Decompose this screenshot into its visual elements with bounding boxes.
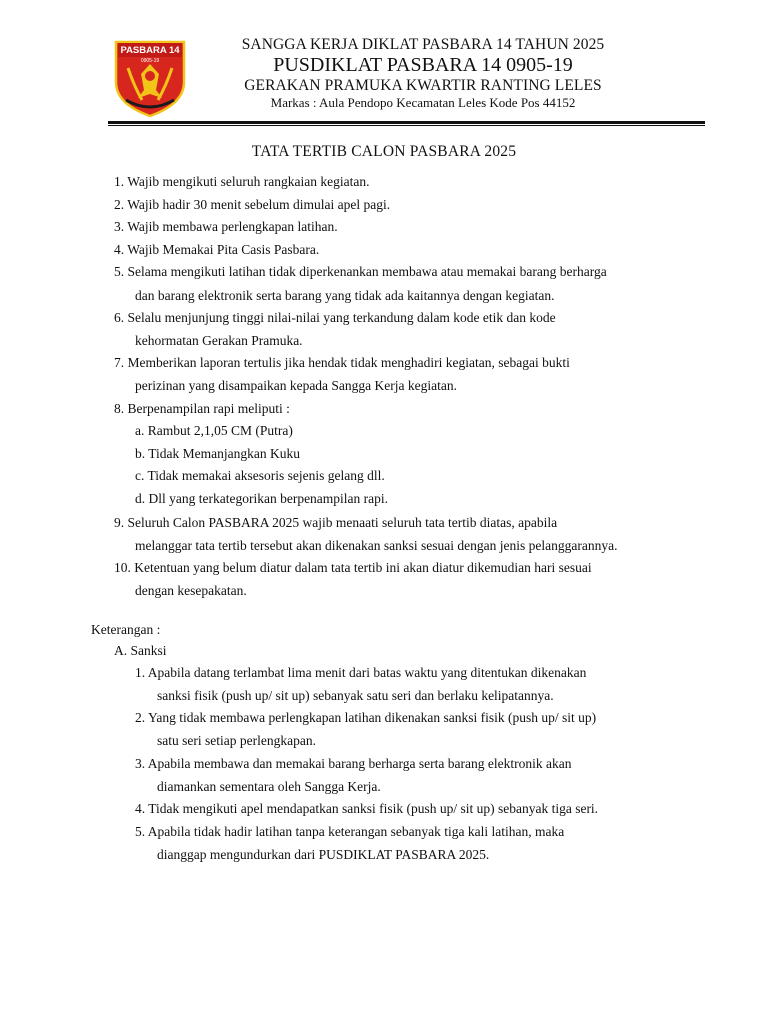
header-rule-thin [108, 125, 705, 126]
rule-line: 3. Wajib membawa perlengkapan latihan. [114, 219, 338, 234]
sanction-line: diamankan sementara oleh Sangga Kerja. [157, 779, 381, 794]
rule-line: dan barang elektronik serta barang yang tidak ada kaitannya dengan kegiatan. [135, 288, 555, 303]
rule-subitem: c. Tidak memakai aksesoris sejenis gelang dll. [135, 468, 385, 483]
sanction-line: sanksi fisik (push up/ sit up) sebanyak satu seri dan berlaku kelipatannya. [157, 688, 554, 703]
rule-subitem: a. Rambut 2,1,05 CM (Putra) [135, 423, 293, 438]
rule-line: 1. Wajib mengikuti seluruh rangkaian kegiatan. [114, 174, 370, 189]
rule-line: kehormatan Gerakan Pramuka. [135, 333, 303, 348]
sanction-line: dianggap mengundurkan dari PUSDIKLAT PASBARA 2025. [157, 847, 490, 862]
rule-line: 2. Wajib hadir 30 menit sebelum dimulai apel pagi. [114, 197, 391, 212]
rule-line: 9. Seluruh Calon PASBARA 2025 wajib menaati seluruh tata tertib diatas, apabila [114, 515, 558, 530]
sanction-line: 4. Tidak mengikuti apel mendapatkan sanksi fisik (push up/ sit up) sebanyak tiga seri. [135, 801, 599, 816]
header-line-1: SANGGA KERJA DIKLAT PASBARA 14 TAHUN 2025 [241, 36, 605, 53]
sanction-line: 5. Apabila tidak hadir latihan tanpa keterangan sebanyak tiga kali latihan, maka [135, 824, 565, 839]
rule-line: melanggar tata tertib tersebut akan dikenakan sanksi sesuai dengan jenis pelanggarannya. [135, 538, 618, 553]
sanction-line: 1. Apabila datang terlambat lima menit dari batas waktu yang ditentukan dikenakan [135, 665, 587, 680]
document-title: TATA TERTIB CALON PASBARA 2025 [251, 143, 517, 160]
sanction-line: 3. Apabila membawa dan memakai barang berharga serta barang elektronik akan [135, 756, 572, 771]
sanction-line: satu seri setiap perlengkapan. [157, 733, 316, 748]
rule-line: 8. Berpenampilan rapi meliputi : [114, 401, 290, 416]
logo-text: PASBARA 14 [120, 45, 180, 56]
rule-line: 5. Selama mengikuti latihan tidak diperkenankan membawa atau memakai barang berharga [114, 264, 607, 279]
rule-subitem: b. Tidak Memanjangkan Kuku [135, 446, 300, 461]
section-heading: A. Sanksi [114, 643, 167, 658]
header-line-3: GERAKAN PRAMUKA KWARTIR RANTING LELES [244, 77, 602, 94]
header-address: Markas : Aula Pendopo Kecamatan Leles Kode Pos 44152 [270, 95, 576, 110]
header-line-2: PUSDIKLAT PASBARA 14 0905-19 [273, 54, 573, 76]
rule-subitem: d. Dll yang terkategorikan berpenampilan rapi. [135, 491, 389, 506]
rule-line: 4. Wajib Memakai Pita Casis Pasbara. [114, 242, 320, 257]
rule-line: 6. Selalu menjunjung tinggi nilai-nilai yang terkandung dalam kode etik dan kode [114, 310, 556, 325]
rule-line: 7. Memberikan laporan tertulis jika hendak tidak menghadiri kegiatan, sebagai bukti [114, 355, 570, 370]
rule-line: dengan kesepakatan. [135, 583, 247, 598]
header-rule [108, 121, 705, 124]
sanction-line: 2. Yang tidak membawa perlengkapan latihan dikenakan sanksi fisik (push up/ sit up) [135, 710, 597, 725]
pasbara-logo [112, 38, 188, 118]
keterangan-label: Keterangan : [91, 622, 161, 637]
letterhead [190, 36, 656, 111]
rule-line: perizinan yang disampaikan kepada Sangga Kerja kegiatan. [135, 378, 457, 393]
rule-line: 10. Ketentuan yang belum diatur dalam tata tertib ini akan diatur dikemudian hari sesuai [114, 560, 592, 575]
logo-code: 0905-19 [140, 58, 160, 64]
